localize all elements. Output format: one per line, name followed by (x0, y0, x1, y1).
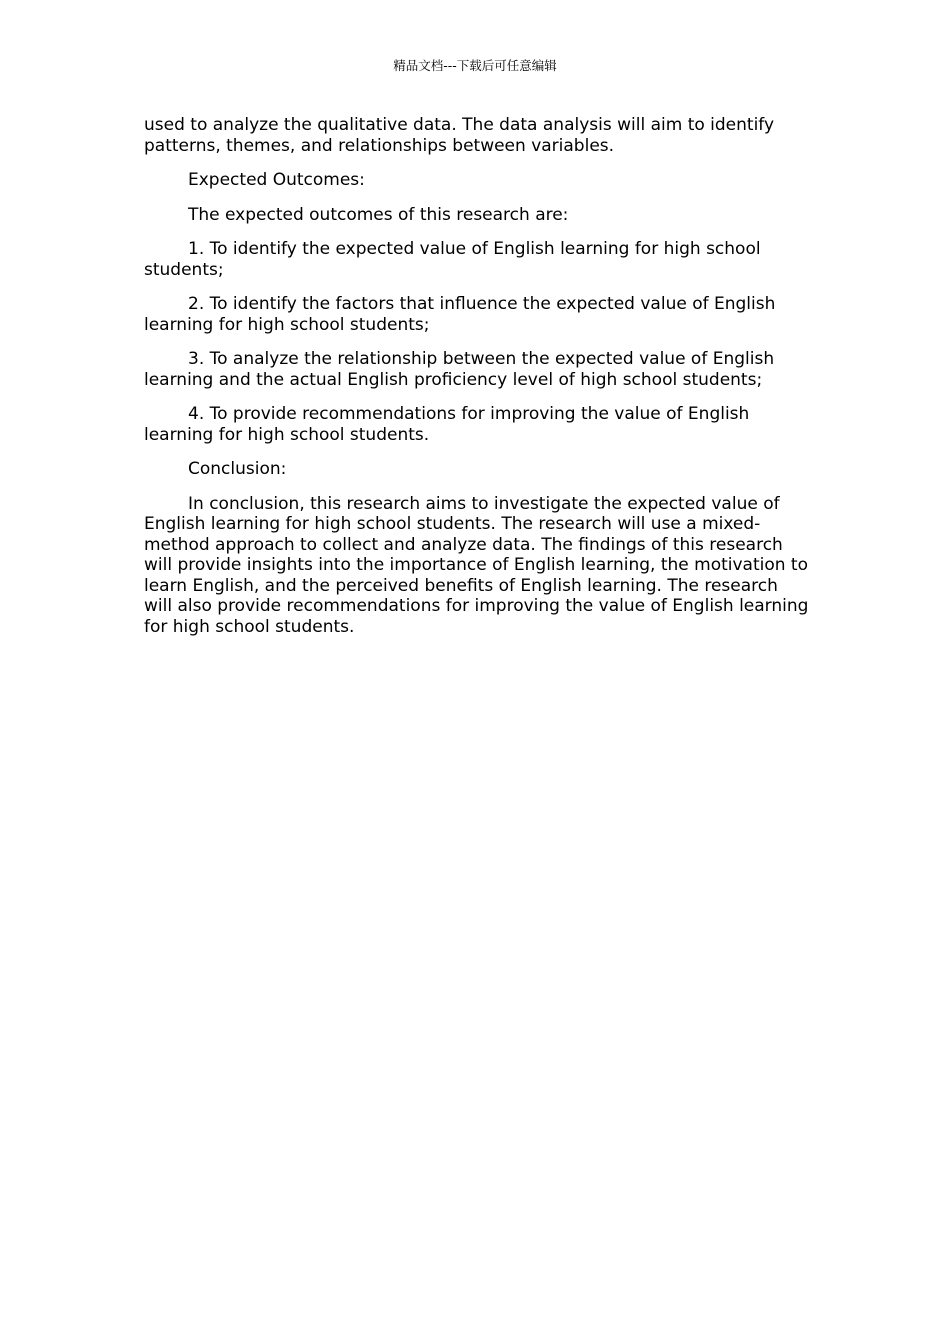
paragraph-data-analysis: used to analyze the qualitative data. The data analysis will aim to identify patterns, themes, and relationships between variables. (144, 115, 775, 156)
list-item-outcome-2: 2. To identify the factors that influence the expected value of English learning for high school students; (144, 294, 776, 335)
list-item-outcome-4: 4. To provide recommendations for improving the value of English learning for high school students. (144, 404, 750, 445)
page-header: 精品文档---下载后可任意编辑 (393, 58, 557, 73)
paragraph-conclusion: In conclusion, this research aims to investigate the expected value of English learning for high school students. The research will use a mixed-method approach to collect and analyze data. The findings of this research will provide insights into the importance of English learning, the motivation to learn English, and the perceived benefits of English learning. The research will also provide recommendations for improving the value of English learning for high school students. (144, 493, 809, 637)
document-body (144, 115, 810, 651)
list-item-outcome-1: 1. To identify the expected value of English learning for high school students; (144, 239, 761, 280)
paragraph-outcomes-intro: The expected outcomes of this research are: (188, 204, 569, 225)
list-item-outcome-3: 3. To analyze the relationship between the expected value of English learning and the actual English proficiency level of high school students; (144, 349, 775, 390)
heading-expected-outcomes: Expected Outcomes: (188, 170, 365, 190)
heading-conclusion: Conclusion: (188, 459, 287, 479)
